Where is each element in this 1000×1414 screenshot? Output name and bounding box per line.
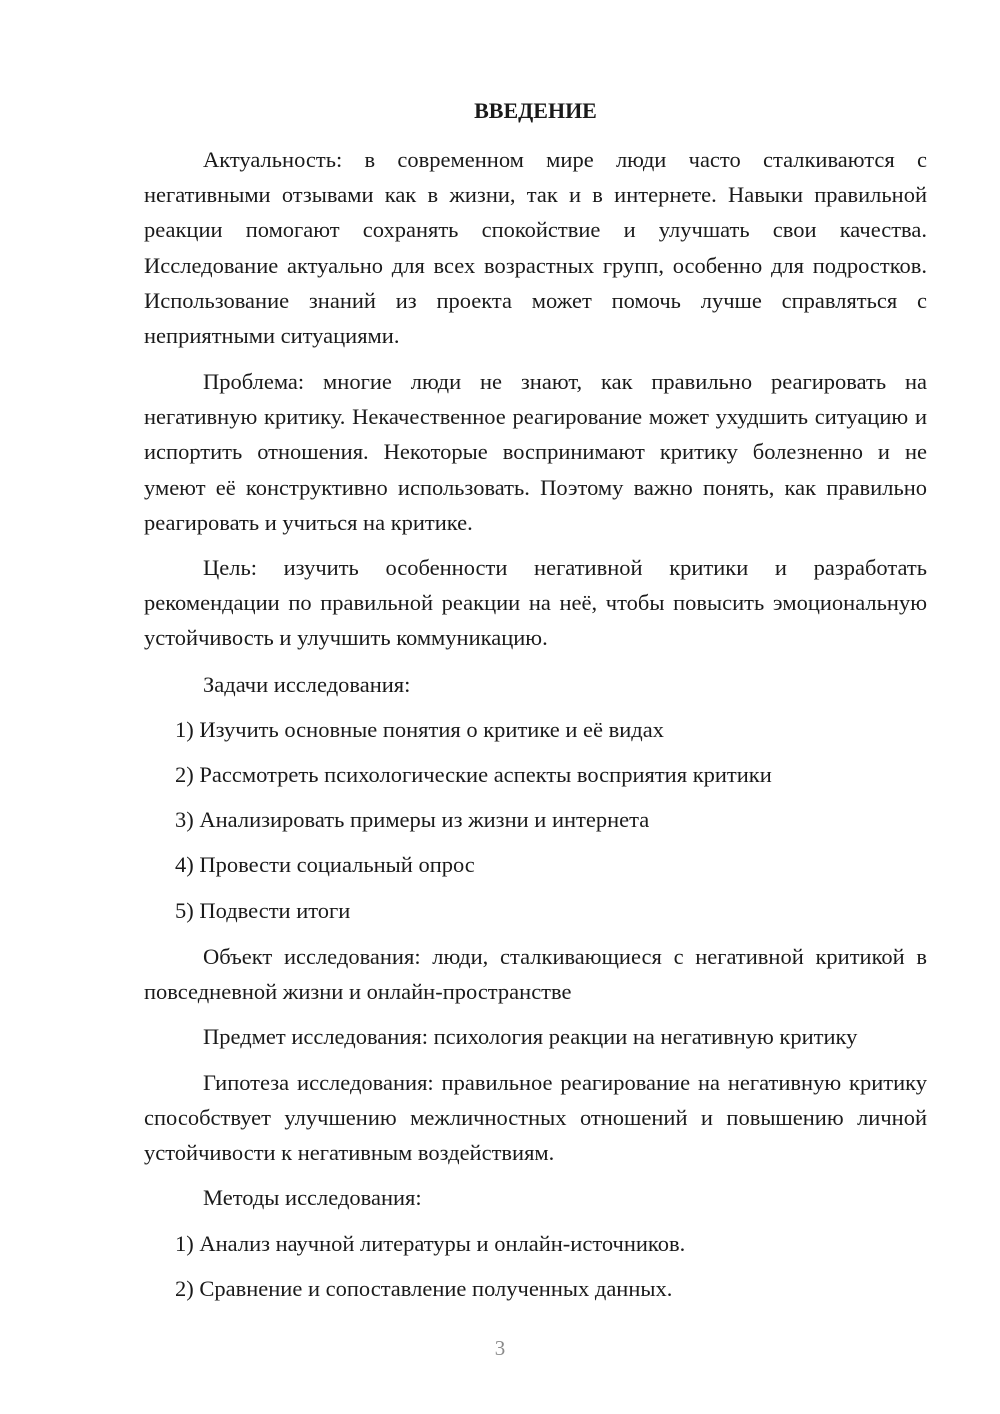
method-item: 2) Сравнение и сопоставление полученных данных. — [175, 1276, 673, 1301]
methods-heading: Методы исследования: — [203, 1185, 422, 1210]
subject-paragraph: Предмет исследования: психология реакции на негативную критику — [203, 1024, 858, 1049]
hypothesis-paragraph: Гипотеза исследования: правильное реагирование на негативную критику способствует улучшению межличностных отношений и повышению личной устойчивости к негативным воздействиям. — [144, 1070, 927, 1166]
task-item: 3) Анализировать примеры из жизни и интернета — [175, 807, 650, 832]
method-item: 1) Анализ научной литературы и онлайн-источников. — [175, 1231, 686, 1256]
section-title: ВВЕДЕНИЕ — [474, 98, 597, 123]
task-item: 5) Подвести итоги — [175, 898, 351, 923]
goal-paragraph: Цель: изучить особенности негативной критики и разработать рекомендации по правильной реакции на неё, чтобы повысить эмоциональную устойчивость и улучшить коммуникацию. — [144, 555, 927, 651]
tasks-heading: Задачи исследования: — [203, 672, 411, 697]
task-item: 2) Рассмотреть психологические аспекты восприятия критики — [175, 762, 772, 787]
task-item: 4) Провести социальный опрос — [175, 852, 475, 877]
page-number: 3 — [494, 1336, 506, 1360]
problem-paragraph: Проблема: многие люди не знают, как правильно реагировать на негативную критику. Некачественное реагирование может ухудшить ситуацию и испортить отношения. Некоторые воспринимают критику болезненно и не умеют её конструктивно использовать. Поэтому важно понять, как правильно реагировать и учиться на критике. — [144, 369, 927, 535]
object-paragraph: Объект исследования: люди, сталкивающиеся с негативной критикой в повседневной жизни и онлайн-пространстве — [144, 944, 927, 1005]
task-item: 1) Изучить основные понятия о критике и её видах — [175, 717, 664, 742]
relevance-paragraph: Актуальность: в современном мире люди часто сталкиваются с негативными отзывами как в жизни, так и в интернете. Навыки правильной реакции помогают сохранять спокойствие и улучшать свои качества. Исследование актуально для всех возрастных групп, особенно для подростков. Использование знаний из проекта может помочь лучше справляться с неприятными ситуациями. — [144, 147, 927, 349]
